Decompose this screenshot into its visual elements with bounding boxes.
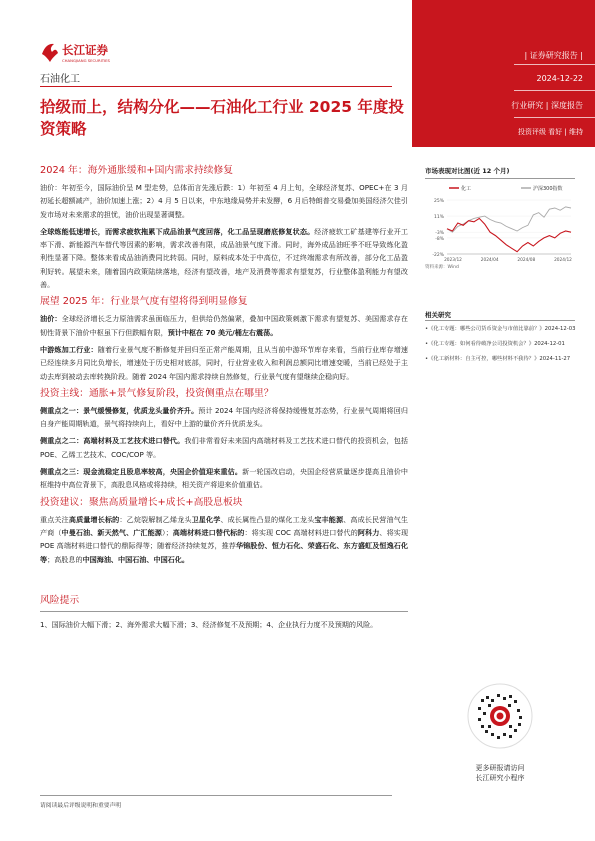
text: ；高股息的 (47, 554, 83, 564)
logo-icon (40, 40, 130, 66)
qr-caption-line-2: 长江研究小程序 (475, 774, 525, 782)
y-tick-label: -22% (432, 253, 444, 258)
section-heading-2025: 展望 2025 年：行业景气度有望将得到明显修复 (40, 296, 248, 308)
divider (40, 795, 392, 796)
text: 、高成长民营油气生产商（ (40, 514, 409, 537)
bold-text: 高端材料进口替代标的 (172, 527, 245, 537)
report-title: 拾级而上，结构分化——石油化工行业 2025 年度投资策略 (40, 98, 404, 138)
paragraph-text: 经济疲软工矿基建等行业开工率下滑、新能源汽车替代等因素的影响，需求改善有限，成品油景气度下滑。同时，海外成品油旺季不旺导致炼化盈利性显著下降。整体来看成品油消费同比转弱。同时，原料成本处于中高位，不过终端需求有所改善，部分化工品盈利好转。展望未来，随着国内政策陆续落地，经济有望改善，地产及消费等需求有望复苏，行业整体盈利能力有望改善。 (40, 226, 409, 290)
performance-chart (425, 178, 575, 268)
bold-lead: 侧重点之二：高端材料及工艺技术进口替代。 (40, 436, 185, 446)
paragraph-refining (40, 225, 408, 291)
svg-text:长江证券: 长江证券 (62, 43, 108, 57)
paragraph-text: 我们非常看好未来国内高端材料及工艺技术进口替代的投资机会，包括 POE、乙烯工艺技术、COC/COP 等。 (40, 436, 409, 459)
paragraph-recommendation (40, 513, 408, 566)
qr-caption-line-1: 更多研报请访问 (475, 764, 525, 772)
bold-lead: 侧重点之三：现金流稳定且股息率较高，央国企价值迎来重估。 (40, 467, 243, 477)
stock-name: 卫星化学 (191, 514, 221, 524)
investment-rating: 投资评级 看好 | 维持 (517, 128, 583, 136)
paragraph-focus-2 (40, 434, 408, 461)
industry-label: 石油化工 (40, 74, 80, 85)
paragraph-text: 全球经济增长乏力原油需求虽面临压力，但供给仍然偏紧，叠加中国政策刺激下需求有望复苏、美国需求存在韧性背景下油价中枢虽下行但跌幅有限， (40, 314, 408, 337)
divider (40, 611, 408, 612)
line-chart (425, 178, 575, 268)
report-date: 2024-12-22 (536, 74, 583, 83)
series-line-chem (447, 218, 571, 251)
paragraph-focus-3 (40, 465, 408, 492)
company-logo (40, 40, 130, 66)
paragraph-text: 新一轮国改启动，央国企经营质量逐步提高且油价中枢维持中高位背景下，高股息风格或将持续，相关资产将迎来价值重估。 (40, 467, 409, 490)
bold-lead: 油价： (40, 314, 62, 324)
series-line-index (447, 207, 571, 232)
text: 、将实现 POE 高端材料进口替代的鼎际得等；随着经济持续复苏，推荐 (40, 527, 409, 551)
x-tick-label: 2024/12 (554, 258, 572, 263)
legend-label: 化工 (461, 186, 472, 192)
text: ：将实现 COC 高端材料进口替代的 (244, 527, 358, 537)
risk-heading: 风险提示 (40, 594, 80, 606)
report-category: | 证券研究报告 | (524, 51, 583, 60)
paragraph-text: 预计 2024 年国内经济将保持缓慢复苏态势，行业景气周期将回归自身产能周期轨道，景气将持续向上，看好中上游的量价齐升优质龙头。 (40, 405, 409, 429)
text: 重点关注 (40, 514, 69, 524)
related-research-link[interactable]: •《化工专题：如何看待破净公司投资机会？》2024-12-01 (425, 341, 565, 347)
x-tick-label: 2024/04 (480, 258, 499, 263)
bold-lead: 侧重点之一：景气缓慢修复，优质龙头量价齐升。 (40, 405, 199, 415)
y-tick-label: -3% (435, 231, 444, 237)
text: 、成长属性凸显的煤化工龙头 (220, 514, 315, 524)
report-type: 行业研究 | 深度报告 (511, 101, 583, 110)
stock-name: 华锦股份、恒力石化、荣盛石化、东方盛虹及恒逸石化等 (40, 541, 408, 564)
divider (514, 64, 595, 65)
related-research-link[interactable]: •《化工专题：哪些公司货币资金与市值比靠前？》2024-12-03 (425, 326, 576, 332)
text: ）； (161, 527, 173, 537)
bold-lead: 全球炼能低速增长，而需求疲软拖累下成品油景气度回落，化工品呈现磨底修复状态。 (40, 226, 315, 236)
bold-text: 高质量增长标的 (68, 514, 120, 524)
related-research-link[interactable]: •《化工新材料：自主可控，哪些材料不我待？》2024-11-27 (425, 356, 571, 362)
bold-conclusion: 预计中枢在 70 美元/桶左右震荡。 (167, 327, 278, 337)
divider (514, 117, 595, 118)
section-heading-recommendation: 投资建议：聚焦高质量增长+成长+高股息板块 (40, 496, 243, 508)
bold-lead: 中游炼加工行业： (40, 344, 98, 354)
related-research-list (425, 324, 577, 369)
stock-name: 阿科力 (357, 527, 380, 537)
section-heading-investment-theme: 投资主线：通胀+景气修复阶段，投资侧重点在哪里？ (40, 387, 274, 399)
y-tick-label: 11% (433, 215, 444, 221)
y-tick-label: 25% (433, 199, 444, 204)
paragraph-text: 随着行业景气度不断修复并回归至正常产能周期，且从当前中游环节库存来看，当前行业库存增速已经连续多月同比负增长，增速处于历史相对底部，同时，行业营业收入和利润总额同比增速变暖，当前已经处于主动去库到被动去库转换阶段。随着 2024 年国内需求持续自然修复，行业景气度有望继续企稳向好。 (40, 344, 409, 381)
stock-name: 宝丰能源 (314, 514, 344, 524)
qr-code-icon (467, 683, 533, 749)
stock-name: 中曼石油、新天然气、广汇能源 (61, 527, 162, 537)
related-research-title: 相关研究 (425, 311, 451, 319)
divider (425, 320, 575, 321)
stock-name: 中国海油、中国石油、中国石化。 (82, 554, 189, 564)
header-red-panel (412, 0, 595, 147)
paragraph-focus-1 (40, 404, 408, 431)
x-tick-label: 2024/08 (517, 258, 536, 263)
paragraph-oil-price: 油价：年初至今，国际油价呈 M 型走势，总体而言先涨后跌：1）年初至 4 月上旬，全球经济复苏、OPEC+在 3 月初延长超额减产，油价加速上涨；2）4 月 5 日以来，中东地缘局势并未发酵，6 月后特朗普交易叠加美国经济欠佳引发市场对未来需求的担忧，油价出现显著调整。 (40, 183, 408, 219)
qr-code[interactable] (467, 683, 533, 749)
legend-label: 沪深300指数 (533, 186, 563, 192)
svg-text:CHANGJIANG SECURITIES: CHANGJIANG SECURITIES (62, 58, 110, 63)
qr-caption (445, 763, 555, 783)
chart-title: 市场表现对比图(近 12 个月) (425, 167, 510, 175)
paragraph-oil-outlook (40, 312, 408, 339)
text: ：乙烷裂解制乙烯龙头 (119, 514, 192, 524)
chart-source: 资料来源：Wind (425, 265, 459, 270)
footer-disclaimer[interactable]: 请阅读最后评级说明和重要声明 (40, 803, 122, 809)
divider (40, 86, 392, 87)
divider (514, 90, 595, 91)
risk-text: 1、国际油价大幅下滑；2、海外需求大幅下滑；3、经济修复不及预期；4、企业执行力度不及预期的风险。 (40, 620, 378, 630)
x-tick-label: 2023/12 (444, 258, 462, 263)
paragraph-midstream (40, 343, 408, 383)
section-heading-2024: 2024 年：海外通胀缓和+国内需求持续修复 (40, 165, 234, 176)
y-tick-label: -8% (435, 236, 444, 242)
main-content (40, 162, 408, 635)
